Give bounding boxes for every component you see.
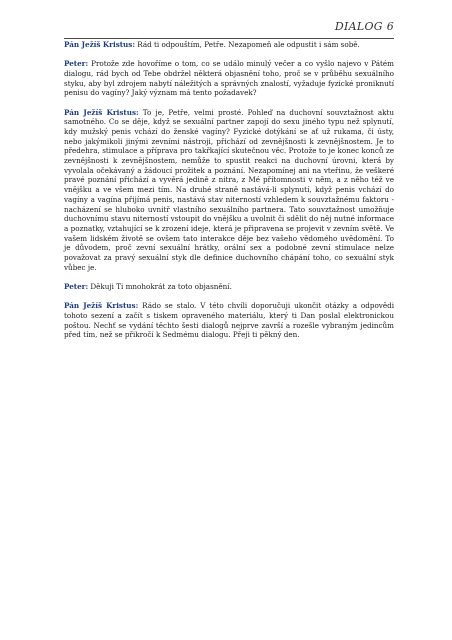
paragraph-text: Rád ti odpouštím, Petře. Nezapomeň ale odpustit i sám sobě. [135, 40, 360, 49]
speaker-label: Pán Ježíš Kristus: [64, 301, 139, 311]
page-title: DIALOG 6 [334, 20, 394, 33]
speaker-label: Pán Ježíš Kristus: [64, 107, 139, 117]
dialog-body [64, 40, 394, 349]
dialog-paragraph [64, 282, 394, 292]
paragraph-text: Protože zde hovoříme o tom, co se událo minulý večer a co vyšlo najevo v Pátém dialogu, rád bych od Tebe obdržel některá objasnění toho, proč se v průběhu sexuálního styku, aby byl zdrojem nabytí náležitých a správných znalostí, vyžaduje fyzické proniknutí penisu do vagíny? Jaký význam má tento požadavek? [64, 59, 394, 98]
dialog-paragraph [64, 40, 394, 50]
speaker-label: Pán Ježíš Kristus: [64, 40, 135, 49]
dialog-paragraph [64, 301, 394, 340]
dialog-paragraph [64, 108, 394, 273]
paragraph-text: To je, Petře, velmi prosté. Pohleď na duchovní souvztažnost aktu samotného. Co se děje, když se sexuální partner zapojí do sexu jiného typu než splynutí, kdy mužský penis vchází do ženské vagíny? Fyzické dotýkání se ať už rukama, či ústy, nebo jakýmikoli jinými zevními nástroji, přichází od zevnějšnosti k zevnějšnostem. Je to předehra, stimulace a příprava pro takřkající skutečnou věc. Protože to je konec konců ze zevnějšnosti k zevnějšnostem, nemůže to spustit reakci na duchovní úrovni, která by vyvolala očekávaný a žádoucí prožitek a poznání. Nezapomínej ani na vteřinu, že veškeré pravé poznání přichází a vyvěrá jedině z nitra, z Mé přítomnosti v něm, a z něho též ve vnějšku a ve všem mezi tím. Na druhé straně nastává-li splynutí, když penis vchází do vagíny a vagína přijímá penis, nastává stav niterností vzhledem k souvztažnému faktoru - nacházení se hluboko uvnitř vlastního sexuálního partnera. Tato souvztažnost umožňuje duchovnímu stavu niterností vstoupit do vnějšku a uvolnit či sdělit do něj nutné informace a poznatky, vztahující se k zrození ideje, která je připravena se projevit v zevním světě. Ve vašem lidském životě se ovšem tato interakce děje bez vašeho vědomého uvědomění. To je důvodem, proč zevní sexuální hrátky, orální sex a podobné zevní stimulace nelze považovat za pravý sexuální styk dle definice duchovního chápání toho, co sexuální styk vůbec je. [64, 107, 394, 272]
dialog-paragraph [64, 59, 394, 98]
paragraph-text: Rádo se stalo. V této chvíli doporučuji ukončit otázky a odpovědi tohoto sezení a začít s tiskem opraveného materiálu, který ti Dan poslal elektronickou poštou. Nechť se vydání těchto šesti dialogů nejprve završí a rozešle vybraným jedincům před tím, než se přikročí k Sedmému dialogu. Přeji ti pěkný den. [64, 301, 395, 340]
speaker-label: Peter: [64, 281, 89, 291]
speaker-label: Peter: [64, 59, 89, 69]
page-header [64, 20, 394, 39]
paragraph-text: Děkuji Ti mnohokrát za toto objasnění. [88, 281, 232, 291]
